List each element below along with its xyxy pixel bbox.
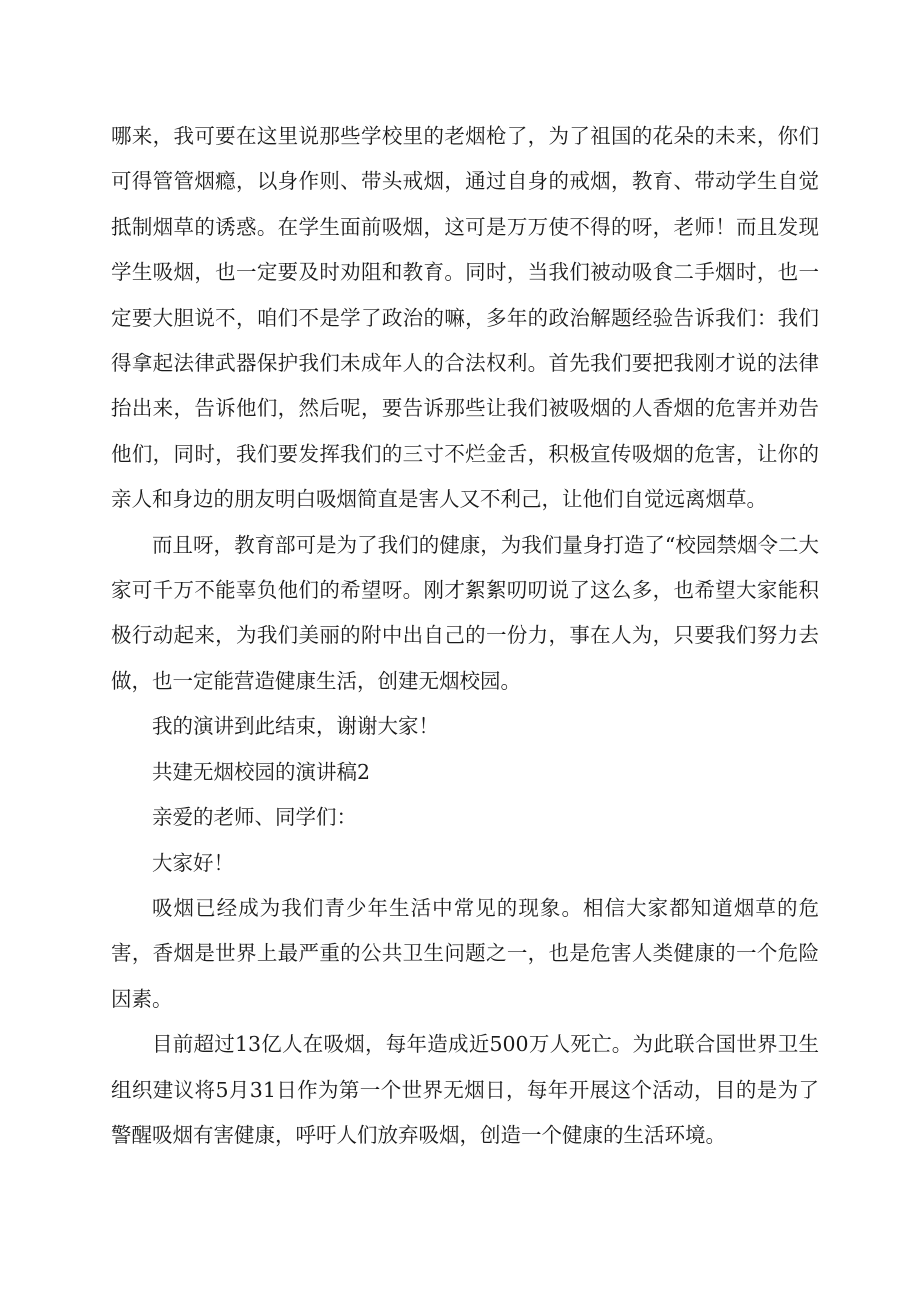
- paragraph-continued: 哪来，我可要在这里说那些学校里的老烟枪了，为了祖国的花朵的未来，你们可得管管烟瘾，以身作则、带头戒烟，通过自身的戒烟，教育、带动学生自觉抵制烟草的诱惑。在学生面前吸烟，这可是万万使不得的呀，老师！而且发现学生吸烟，也一定要及时劝阻和教育。同时，当我们被动吸食二手烟时，也一定要大胆说不，咱们不是学了政治的嘛，多年的政治解题经验告诉我们：我们得拿起法律武器保护我们未成年人的合法权利。首先我们要把我刚才说的法律抬出来，告诉他们，然后呢，要告诉那些让我们被吸烟的人香烟的危害并劝告他们，同时，我们要发挥我们的三寸不烂金舌，积极宣传吸烟的危害，让你的亲人和身边的朋友明白吸烟简直是害人又不利己，让他们自觉远离烟草。: [111, 124, 819, 512]
- greeting: 大家好！: [152, 850, 234, 875]
- closing-line: 我的演讲到此结束，谢谢大家！: [152, 714, 439, 739]
- section-title: 共建无烟校园的演讲稿2: [152, 759, 371, 784]
- paragraph: 吸烟已经成为我们青少年生活中常见的现象。相信大家都知道烟草的危害，香烟是世界上最严重的公共卫生问题之一，也是危害人类健康的一个危险因素。: [111, 895, 819, 1011]
- paragraph: 目前超过13亿人在吸烟，每年造成近500万人死亡。为此联合国世界卫生组织建议将5月31日作为第一个世界无烟日，每年开展这个活动，目的是为了警醒吸烟有害健康，呼吁人们放弃吸烟，创造一个健康的生活环境。: [111, 1032, 819, 1147]
- paragraph: 而且呀，教育部可是为了我们的健康，为我们量身打造了“校园禁烟令二大家可千万不能辜负他们的希望呀。刚才絮絮叨叨说了这么多，也希望大家能积极行动起来，为我们美丽的附中出自己的一份力，事在人为，只要我们努力去做，也一定能营造健康生活，创建无烟校园。: [111, 532, 819, 693]
- document-body: [111, 114, 819, 1158]
- salutation: 亲爱的老师、同学们：: [152, 805, 357, 830]
